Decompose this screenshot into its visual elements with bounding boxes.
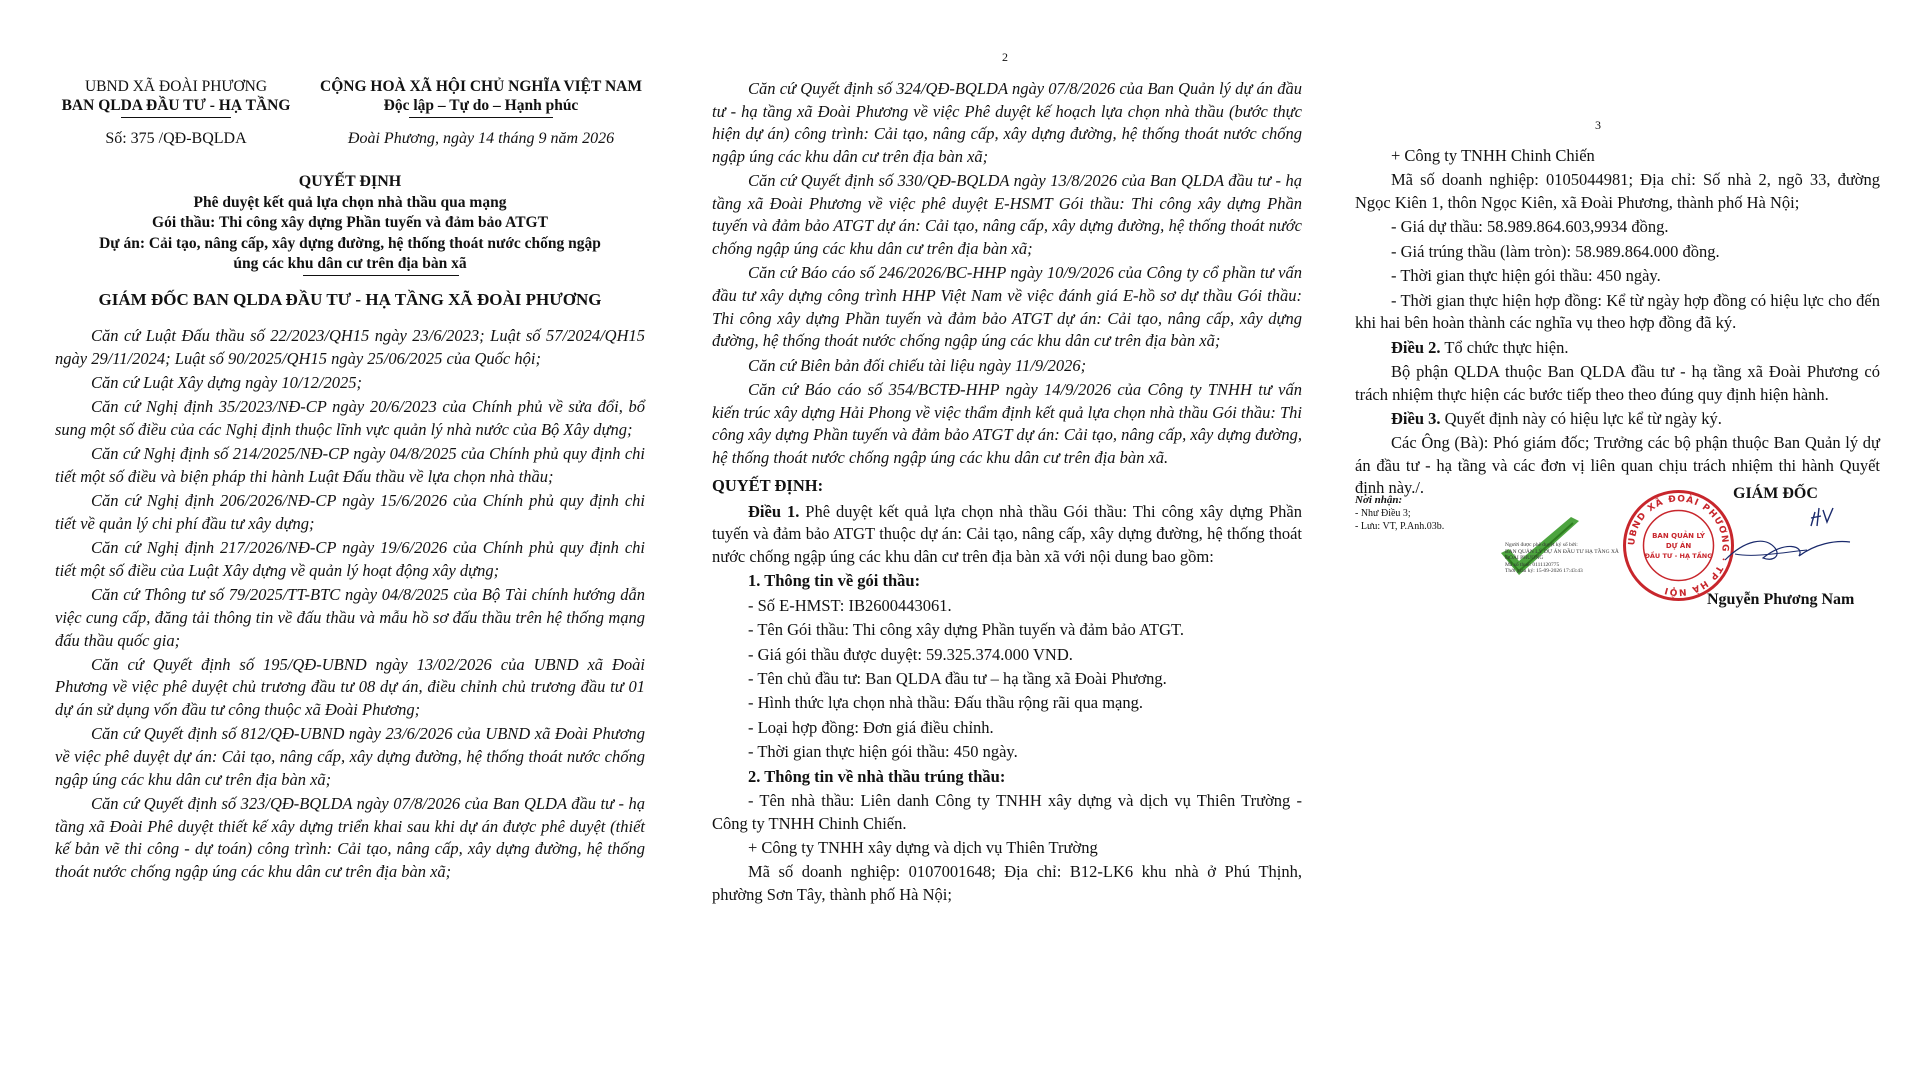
digital-sig-line: Người được phê duyệt ký số bởi:: [1505, 542, 1578, 548]
digital-signature-block: [1495, 515, 1625, 595]
stamp-center-line: BAN QUẢN LÝ: [1652, 532, 1705, 540]
contract-period: - Thời gian thực hiện hợp đồng: Kể từ ngày hợp đồng có hiệu lực cho đến khi hai bên hoàn thành các nghĩa vụ theo hợp đồng đã ký.: [1355, 290, 1880, 333]
org-line-2: BAN QLDA ĐẦU TƯ - HẠ TẦNG: [61, 97, 291, 114]
digital-sig-line: BAN QUẢN LÝ DỰ ÁN ĐẦU TƯ HẠ TẦNG XÃ ĐOÀI PHƯƠNG: [1505, 548, 1619, 561]
article-3-body: Các Ông (Bà): Phó giám đốc; Trưởng các bộ phận thuộc Ban Quản lý dự án đầu tư - hạ tầng và các đơn vị liên quan chịu trách nhiệm thi hành Quyết định này./.: [1355, 433, 1880, 498]
article-1-label: Điều 1.: [748, 501, 800, 521]
signer-name: Nguyễn Phương Nam: [1707, 591, 1855, 608]
org-line-1: UBND XÃ ĐOÀI PHƯƠNG: [84, 78, 268, 95]
page-3: [1355, 0, 1880, 1080]
article-2-label: Điều 2.: [1391, 337, 1441, 357]
basis-item: Căn cứ Nghị định 206/2026/NĐ-CP ngày 15/6/2026 của Chính phủ quy định chi tiết về quản lý chi phí đầu tư xây dựng;: [55, 491, 645, 533]
bases-list-continued: [712, 78, 1302, 908]
stamp-center-line: DỰ ÁN: [1665, 542, 1692, 550]
article-3-label: Điều 3.: [1391, 408, 1441, 428]
basis-item: Căn cứ Luật Đấu thầu số 22/2023/QH15 ngày 23/6/2023; Luật số 57/2024/QH15 ngày 29/11/2024; Luật số 90/2025/QH15 ngày 25/06/2025 của Quốc hội;: [55, 326, 645, 368]
award-price: - Giá trúng thầu (làm tròn): 58.989.864.000 đồng.: [1391, 241, 1720, 261]
member-2-name: + Công ty TNHH Chinh Chiến: [1391, 146, 1595, 165]
page-2: [712, 0, 1302, 1080]
section-1-item: - Tên chủ đầu tư: Ban QLDA đầu tư – hạ tầng xã Đoài Phương.: [748, 669, 1167, 689]
bid-price: - Giá dự thầu: 58.989.864.603,9934 đồng.: [1391, 217, 1669, 237]
authority-title: GIÁM ĐỐC BAN QLDA ĐẦU TƯ - HẠ TẦNG XÃ ĐOÀI PHƯƠNG: [98, 290, 602, 309]
member-1-name: + Công ty TNHH xây dựng và dịch vụ Thiên Trường: [748, 837, 1098, 857]
basis-item: Căn cứ Báo cáo số 354/BCTĐ-HHP ngày 14/9/2026 của Công ty TNHH tư vấn kiến trúc xây dựng Hải Phong về việc thẩm định kết quả lựa chọn nhà thầu Gói thầu: Thi công xây dựng Phần tuyến và đảm bảo ATGT dự án: Cải tạo, nâng cấp, xây dựng đường, hệ thống thoát nước chống ngập úng các khu dân cư trên địa bàn xã.: [712, 379, 1302, 467]
motto: Độc lập – Tự do – Hạnh phúc: [383, 97, 579, 114]
recipient-item: - Lưu: VT, P.Anh.03b.: [1355, 521, 1445, 532]
motto-underline: [409, 117, 553, 118]
digital-sig-line: Mã số thuế: 0111120775: [1505, 561, 1560, 568]
subject-line-1: Phê duyệt kết quả lựa chọn nhà thầu qua mạng: [193, 194, 507, 211]
duration: - Thời gian thực hiện gói thầu: 450 ngày.: [1391, 266, 1661, 286]
contractor-name: - Tên nhà thầu: Liên danh Công ty TNHH xây dựng và dịch vụ Thiên Trường - Công ty TNHH Chinh Chiến.: [712, 790, 1302, 833]
basis-item: Căn cứ Nghị định số 214/2025/NĐ-CP ngày 04/8/2025 của Chính phủ quy định chi tiết một số điều và biện pháp thi hành Luật Đấu thầu về lựa chọn nhà thầu;: [55, 444, 645, 486]
section-1-item: - Thời gian thực hiện gói thầu: 450 ngày.: [748, 742, 1018, 762]
section-1-item: - Loại hợp đồng: Đơn giá điều chỉnh.: [748, 717, 994, 737]
place-date: Đoài Phương, ngày 14 tháng 9 năm 2026: [347, 130, 615, 147]
page-number: 2: [1002, 50, 1008, 64]
org-underline: [121, 117, 231, 118]
section-1-item: - Số E-HMST: IB2600443061.: [748, 595, 952, 615]
section-1-item: - Giá gói thầu được duyệt: 59.325.374.000 VND.: [748, 644, 1073, 664]
member-2-info: Mã số doanh nghiệp: 0105044981; Địa chỉ: Số nhà 2, ngõ 33, đường Ngọc Kiên 1, thôn Ngọc Kiên, xã Đoài Phương, thành phố Hà Nội;: [1355, 170, 1880, 212]
subject-line-3: Dự án: Cải tạo, nâng cấp, xây dựng đường, hệ thống thoát nước chống ngập: [99, 235, 601, 252]
nation-title: CỘNG HOÀ XÃ HỘI CHỦ NGHĨA VIỆT NAM: [320, 78, 642, 95]
basis-item: Căn cứ Nghị định 35/2023/NĐ-CP ngày 20/6/2023 của Chính phủ về sửa đổi, bổ sung một số điều của các Nghị định thuộc lĩnh vực quản lý nhà nước của Bộ Xây dựng;: [55, 397, 645, 439]
handwritten-signature-icon: [1715, 500, 1855, 575]
subject-line-4: úng các khu dân cư trên địa bàn xã: [233, 255, 467, 272]
doc-number: Số: 375 /QĐ-BQLDA: [105, 130, 247, 147]
bases-list: [55, 325, 645, 885]
digital-sig-line: Thời gian ký: 15-09-2026 17:43:43: [1505, 568, 1583, 574]
basis-item: Căn cứ Quyết định số 195/QĐ-UBND ngày 13/02/2026 của UBND xã Đoài Phương về việc phê duyệt chủ trương đầu tư 08 dự án, điều chỉnh chủ trương đầu tư 01 dự án sử dụng vốn đầu tư công thuộc xã Đoài Phương;: [55, 654, 645, 720]
article-2-body: Bộ phận QLDA thuộc Ban QLDA đầu tư - hạ tầng xã Đoài Phương có trách nhiệm thực hiện các bước tiếp theo theo đúng quy định hiện hành.: [1355, 361, 1880, 404]
page-3-body: [1355, 145, 1880, 502]
stamp-center-line: ĐẦU TƯ - HẠ TẦNG: [1644, 552, 1713, 560]
signer-title: GIÁM ĐỐC: [1733, 485, 1818, 502]
section-1-title: 1. Thông tin về gói thầu:: [748, 571, 921, 591]
stamp-ring-text: UBND XÃ ĐOÀI PHƯƠNG · TP HÀ NỘI: [1627, 494, 1730, 597]
section-1-item: - Tên Gói thầu: Thi công xây dựng Phần tuyến và đảm bảo ATGT.: [748, 620, 1185, 640]
page-number: 3: [1595, 118, 1601, 132]
decision-heading: QUYẾT ĐỊNH:: [712, 476, 824, 496]
basis-item: Căn cứ Luật Xây dựng ngày 10/12/2025;: [91, 372, 362, 392]
recipients-label: Nơi nhận:: [1355, 494, 1403, 506]
basis-item: Căn cứ Quyết định số 812/QĐ-UBND ngày 23/6/2026 của UBND xã Đoài Phương về việc phê duyệt dự án: Cải tạo, nâng cấp, xây dựng đường, hệ thống thoát nước chống ngập úng các khu dân cư trên địa bàn xã;: [55, 724, 645, 789]
basis-item: Căn cứ Biên bản đối chiếu tài liệu ngày 11/9/2026;: [748, 355, 1087, 375]
basis-item: Căn cứ Quyết định số 324/QĐ-BQLDA ngày 07/8/2026 của Ban Quản lý dự án đầu tư - hạ tầng xã Đoài Phương về việc Phê duyệt kế hoạch lựa chọn nhà thầu (bước thực hiện dự án) công trình: Cải tạo, nâng cấp, xây dựng đường, hệ thống thoát nước chống ngập úng các khu dân cư trên địa bàn xã;: [712, 79, 1302, 166]
article-1-text: Phê duyệt kết quả lựa chọn nhà thầu Gói thầu: Thi công xây dựng Phần tuyến và đảm bảo ATGT thuộc dự án: Cải tạo, nâng cấp, xây dựng đường, hệ thống thoát nước chống ngập úng các khu dân cư trên địa bàn xã với nội dung bao gồm:: [712, 501, 1302, 567]
basis-item: Căn cứ Báo cáo số 246/2026/BC-HHP ngày 10/9/2026 của Công ty cổ phần tư vấn đầu tư xây dựng công trình HHP Việt Nam về việc đánh giá E-hồ sơ dự thầu Gói thầu: Thi công xây dựng Phần tuyến và đảm bảo ATGT dự án: Cải tạo, nâng cấp, xây dựng đường, hệ thống thoát nước chống ngập úng các khu dân cư trên địa bàn xã;: [712, 263, 1302, 351]
doc-type: QUYẾT ĐỊNH: [298, 173, 402, 190]
section-1-item: - Hình thức lựa chọn nhà thầu: Đấu thầu rộng rãi qua mạng.: [748, 693, 1143, 713]
recipient-item: - Như Điều 3;: [1355, 508, 1411, 519]
subject-underline: [303, 275, 459, 276]
basis-item: Căn cứ Quyết định số 330/QĐ-BQLDA ngày 13/8/2026 của Ban QLDA đầu tư - hạ tầng xã Đoài Phương về việc phê duyệt E-HSMT Gói thầu: Thi công xây dựng Phần tuyến và đảm bảo ATGT dự án: Cải tạo, nâng cấp, xây dựng đường, hệ thống thoát nước chống ngập úng các khu dân cư trên địa bàn xã;: [712, 171, 1302, 258]
basis-item: Căn cứ Nghị định 217/2026/NĐ-CP ngày 19/6/2026 của Chính phủ quy định chi tiết một số điều của Luật Xây dựng về quản lý hoạt động xây dựng;: [55, 538, 645, 580]
subject-line-2: Gói thầu: Thi công xây dựng Phần tuyến và đảm bảo ATGT: [152, 214, 548, 231]
page-1: [55, 0, 645, 1080]
article-2-text: Tổ chức thực hiện.: [1440, 337, 1569, 357]
member-1-info: Mã số doanh nghiệp: 0107001648; Địa chỉ: B12-LK6 khu nhà ở Phú Thịnh, phường Sơn Tây, thành phố Hà Nội;: [712, 862, 1302, 904]
basis-item: Căn cứ Thông tư số 79/2025/TT-BTC ngày 04/8/2025 của Bộ Tài chính hướng dẫn việc cung cấp, đăng tải thông tin về đấu thầu và mẫu hồ sơ đấu thầu trên hệ thống mạng đấu thầu quốc gia;: [55, 585, 645, 650]
basis-item: Căn cứ Quyết định số 323/QĐ-BQLDA ngày 07/8/2026 của Ban QLDA đầu tư - hạ tầng xã Đoài Phê duyệt thiết kế xây dựng triển khai sau khi dự án được phê duyệt (thiết kế bản vẽ thi công - dự toán) công trình: Cải tạo, nâng cấp, xây dựng đường, hệ thống thoát nước chống ngập úng các khu dân cư trên địa bàn xã;: [55, 794, 645, 881]
section-2-title: 2. Thông tin về nhà thầu trúng thầu:: [748, 766, 1006, 786]
article-3-text: Quyết định này có hiệu lực kể từ ngày ký.: [1440, 408, 1722, 428]
